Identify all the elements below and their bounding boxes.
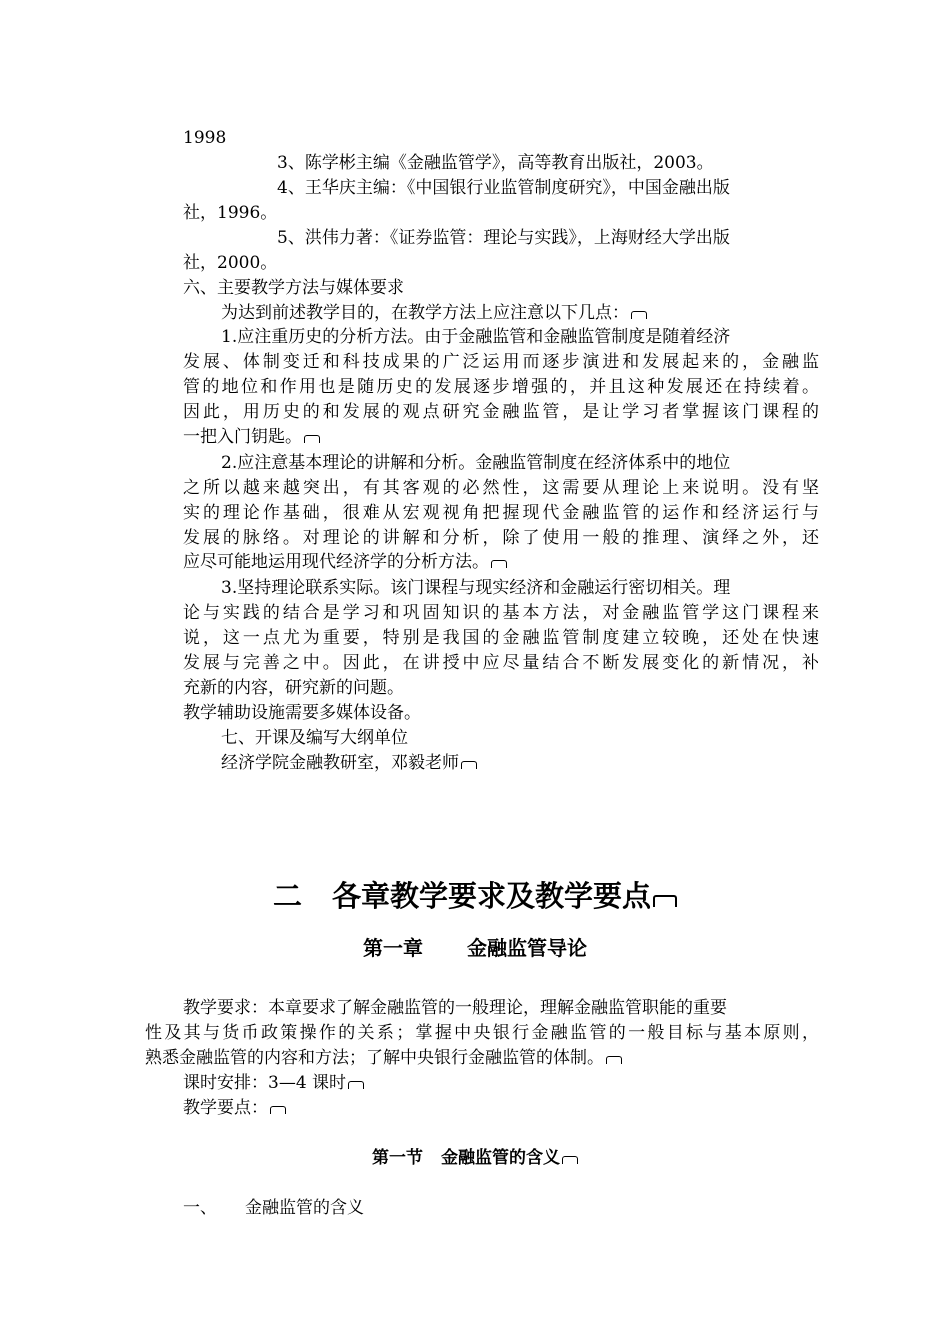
section-6-title: 六、主要教学方法与媒体要求: [183, 278, 404, 298]
point-1-line-2: 发展、体制变迁和科技成果的广泛运用而逐步演进和发展起来的，金融监: [183, 352, 819, 372]
year-text: 1998: [183, 128, 227, 148]
chapter-1-requirements-line-1: 教学要求：本章要求了解金融监管的一般理论，理解金融监管职能的重要: [183, 998, 727, 1018]
point-2-line-3: 实的理论作基础，很难从宏观视角把握现代金融监管的运作和经济运行与: [183, 503, 819, 523]
paragraph-mark-icon: [562, 1156, 578, 1164]
reference-5-line-1: 5、洪伟力著：《证券监管：理论与实践》，上海财经大学出版: [277, 228, 730, 248]
chapter-1-requirements-line-3: 熟悉金融监管的内容和方法；了解中央银行金融监管的体制。: [145, 1046, 622, 1070]
part-2-heading: 二 各章教学要求及教学要点: [0, 876, 950, 916]
reference-4-line-1: 4、王华庆主编：《中国银行业监管制度研究》，中国金融出版: [277, 178, 730, 198]
paragraph-mark-icon: [461, 761, 477, 769]
paragraph-mark-icon: [631, 311, 647, 319]
paragraph-mark-icon: [653, 895, 677, 907]
point-3-line-2: 论与实践的结合是学习和巩固知识的基本方法，对金融监管学这门课程来: [183, 603, 819, 623]
point-2-line-1: 2.应注意基本理论的讲解和分析。金融监管制度在经济体系中的地位: [221, 453, 731, 473]
point-1-line-3: 管的地位和作用也是随历史的发展逐步增强的，并且这种发展还在持续着。: [183, 377, 819, 397]
paragraph-mark-icon: [270, 1106, 286, 1114]
section-6-intro: 为达到前述教学目的，在教学方法上应注意以下几点：: [221, 301, 647, 325]
media-requirement: 教学辅助设施需要多媒体设备。: [183, 703, 421, 723]
point-1-line-4: 因此，用历史的和发展的观点研究金融监管，是让学习者掌握该门课程的: [183, 402, 819, 422]
section-7-body: 经济学院金融教研室，邓毅老师: [221, 751, 477, 775]
point-1-line-5: 一把入门钥匙。: [183, 425, 320, 449]
point-2-line-5: 应尽可能地运用现代经济学的分析方法。: [183, 550, 507, 574]
paragraph-mark-icon: [304, 435, 320, 443]
paragraph-mark-icon: [606, 1056, 622, 1064]
point-1-line-1: 1.应注重历史的分析方法。由于金融监管和金融监管制度是随着经济: [221, 327, 731, 347]
point-2-line-2: 之所以越来越突出，有其客观的必然性，这需要从理论上来说明。没有坚: [183, 478, 819, 498]
point-2-line-4: 发展的脉络。对理论的讲解和分析，除了使用一般的推理、演绎之外，还: [183, 528, 819, 548]
section-1-heading: 第一节 金融监管的含义: [0, 1146, 950, 1170]
chapter-1-key-points: 教学要点：: [183, 1096, 286, 1120]
point-3-line-4: 发展与完善之中。因此，在讲授中应尽量结合不断发展变化的新情况，补: [183, 653, 819, 673]
paragraph-mark-icon: [491, 560, 507, 568]
reference-5-line-2: 社，2000。: [183, 253, 278, 273]
point-3-line-3: 说，这一点尤为重要，特别是我国的金融监管制度建立较晚，还处在快速: [183, 628, 819, 648]
section-1-item-1: 一、 金融监管的含义: [183, 1198, 364, 1218]
reference-3: 3、陈学彬主编《金融监管学》，高等教育出版社，2003。: [277, 153, 714, 173]
point-3-line-5: 充新的内容，研究新的问题。: [183, 678, 404, 698]
point-3-line-1: 3.坚持理论联系实际。该门课程与现实经济和金融运行密切相关。理: [221, 578, 731, 598]
chapter-1-hours: 课时安排：3—4 课时: [183, 1071, 364, 1095]
chapter-1-heading: 第一章 金融监管导论: [363, 936, 587, 960]
paragraph-mark-icon: [348, 1081, 364, 1089]
chapter-1-requirements-line-2: 性及其与货币政策操作的关系；掌握中央银行金融监管的一般目标与基本原则，: [145, 1023, 819, 1043]
reference-4-line-2: 社，1996。: [183, 203, 278, 223]
section-7-title: 七、开课及编写大纲单位: [221, 728, 408, 748]
